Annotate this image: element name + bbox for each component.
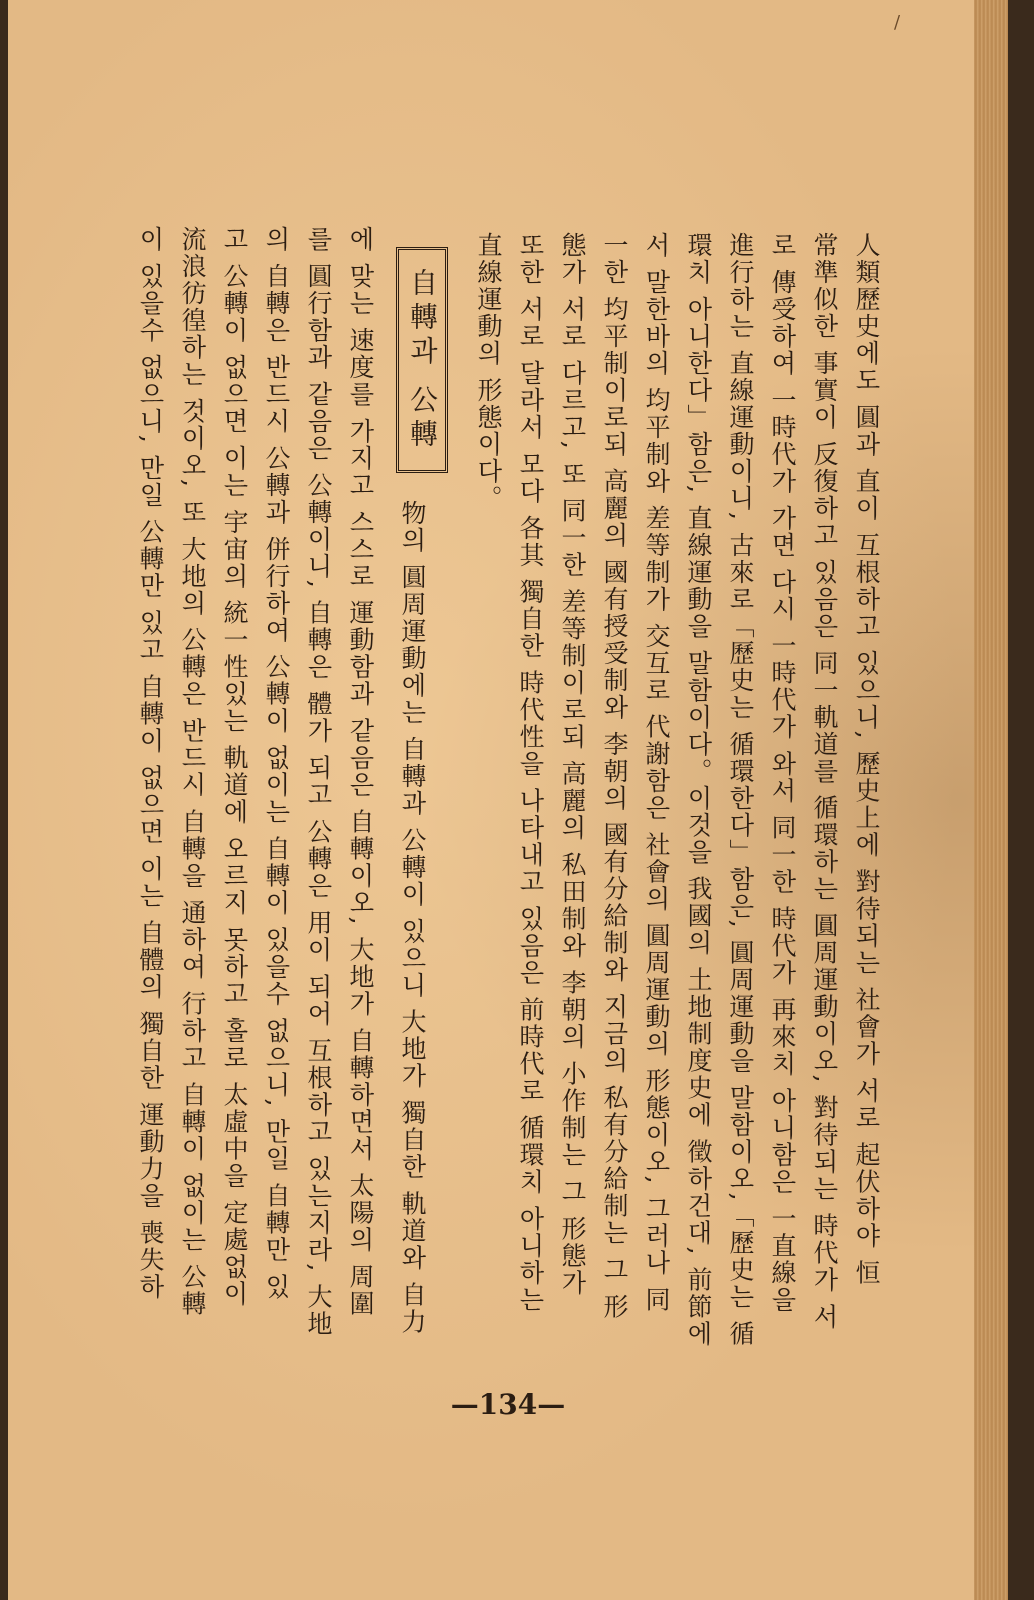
text-column: 一한 均平制이로되 高麗의 國有授受制와 李朝의 國有分給制와 지금의 私有分給制는 그 形 [600,232,629,1321]
text-column: 環치 아니한다」함은, 直線運動을 말함이다。이것을 我國의 土地制度史에 徵하건대, 前節에 [684,232,713,1348]
text-column: 常準似한 事實이 反復하고 있음은 同一軌道를 循環하는 圓周運動이오, 對待되는 時代가 서 [810,232,839,1331]
text-column: 를 圓行함과 같음은 公轉이니, 自轉은 體가 되고 公轉은 用이 되어 互根하고 있는지라, 大地 [304,226,333,1338]
text-column: 고 公轉이 없으면 이는 宇宙의 統一性있는 軌道에 오르지 못하고 홀로 太虛中을 定處없이 [220,226,249,1308]
text-column: 또한 서로 달라서 모다 各其 獨自한 時代性을 나타내고 있음은 前時代로 循環치 아니하는 [516,232,545,1314]
section-heading [396,247,448,473]
corner-mark: / [894,12,901,33]
text-column: 進行하는 直線運動이니, 古來로「歷史는 循環한다」함은, 圓周運動을 말함이오,「歷史는 循 [726,232,755,1348]
text-column: 人類歷史에도 圓과 直이 互根하고 있으니, 歷史上에 對待되는 社會가 서로 起伏하야 恒 [852,232,881,1287]
text-column: 의 自轉은 반드시 公轉과 併行하여 公轉이 없이는 自轉이 있을수 없으니, 만일 自轉만 있 [262,226,291,1301]
section-title: 自轉과 公轉 [406,267,439,453]
text-column: 이 있을수 없으니, 만일 公轉만 있고 自轉이 없으면 이는 自體의 獨自한 運動力을 喪失하 [136,226,165,1301]
page-number: —134— [450,1388,566,1421]
text-column: 直線運動의 形態이다。 [474,232,503,512]
text-column: 로 傳受하여 一時代가 가면 다시 一時代가 와서 同一한 時代가 再來치 아니함은 一直線을 [768,232,797,1314]
text-column: 態가 서로 다르고, 또 同一한 差等制이로되 高麗의 私田制와 李朝의 小作制는 그 形態가 [558,232,587,1297]
text-column: 物의 圓周運動에는 自轉과 公轉이 있으니 大地가 獨自한 軌道와 自力 [398,500,427,1336]
book-page [8,0,1008,1600]
text-column: 에 맞는 速度를 가지고 스스로 運動함과 같음은 自轉이오, 大地가 自轉하면서 太陽의 周圍 [346,226,375,1318]
text-column: 서 말한바의 均平制와 差等制가 交互로 代謝함은 社會의 圓周運動의 形態이오, 그러나 同 [642,232,671,1314]
page-edge-stack [974,0,1008,1600]
text-column: 流浪彷徨하는 것이오, 또 大地의 公轉은 반드시 自轉을 通하여 行하고 自轉이 없이는 公轉 [178,226,207,1318]
